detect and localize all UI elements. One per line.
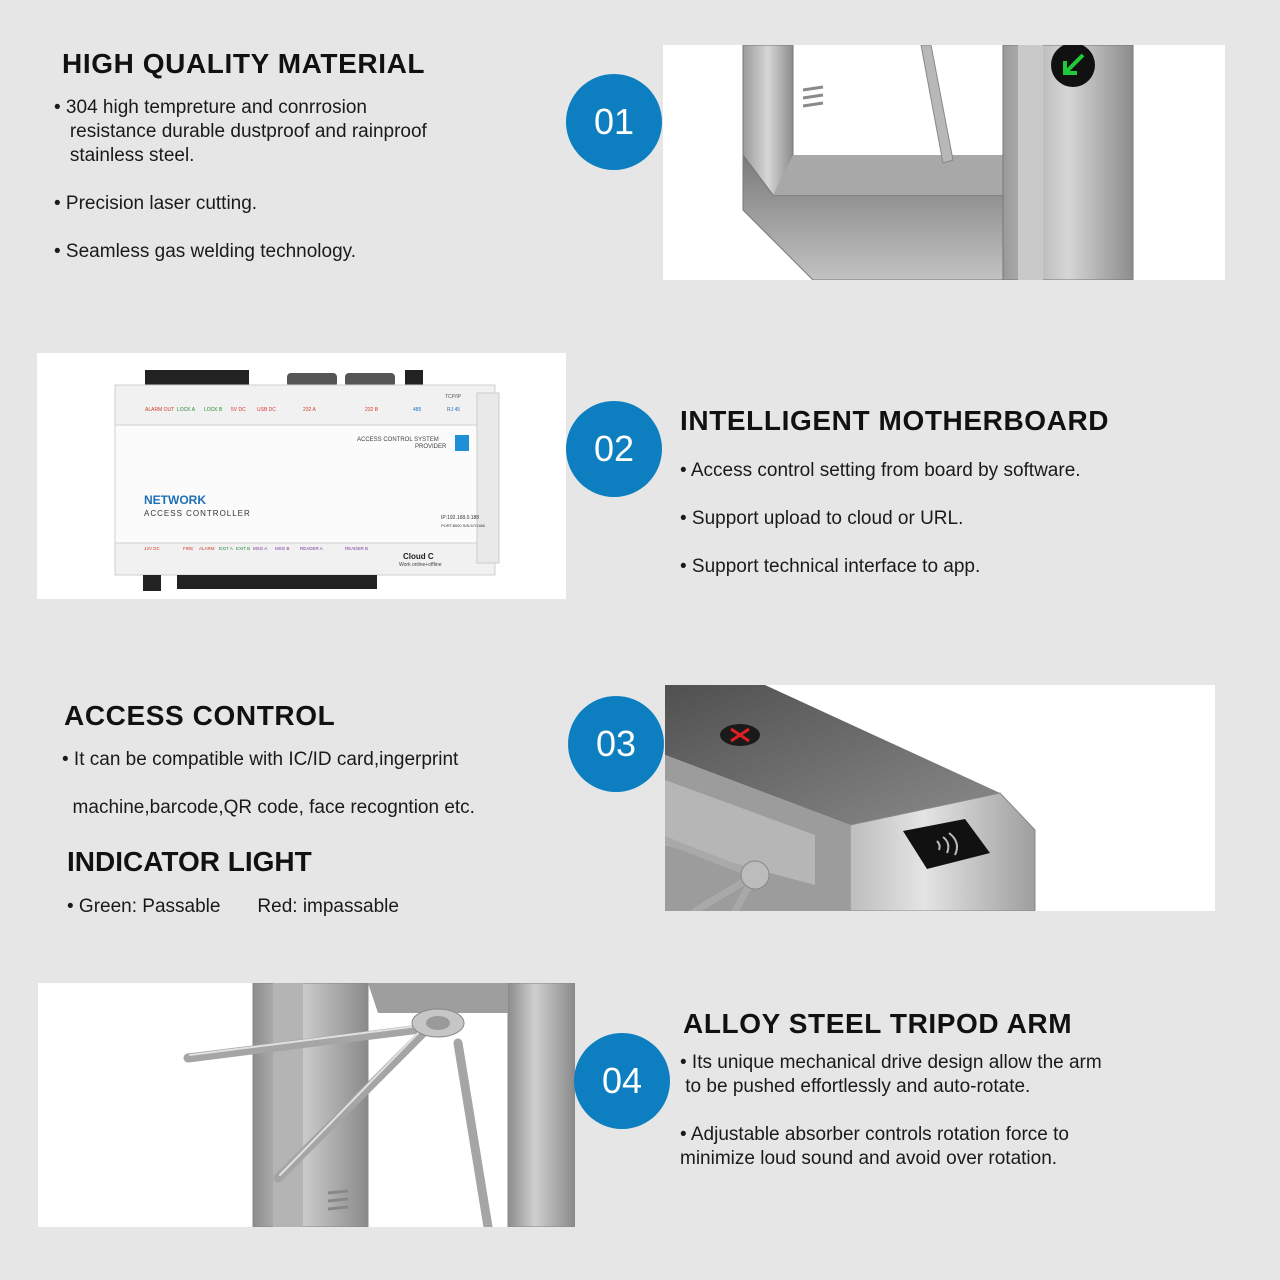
label-exit-a: EXIT A	[219, 546, 233, 551]
section-1-number-badge: 01	[566, 74, 662, 170]
turnstile-top-image	[665, 685, 1215, 911]
provider-logo-square	[455, 435, 469, 451]
turnstile-frame-photo	[663, 45, 1225, 280]
section-3-sub-bullets	[67, 895, 399, 943]
section-3-bullets	[62, 748, 475, 844]
turnstile-frame-image	[663, 45, 1225, 280]
section-3-bullet-1: • It can be compatible with IC/ID card,ingerprint	[62, 749, 459, 770]
section-2-bullet-3: • Support technical interface to app.	[680, 556, 981, 577]
tripod-arm-photo	[38, 983, 575, 1227]
controller-board-image	[37, 353, 566, 599]
label-alarm-out: ALARM OUT	[145, 407, 175, 413]
label-exit-b: EXIT B	[236, 546, 251, 551]
cloud-sub-label: Work online+offline	[399, 562, 442, 568]
section-4-title: ALLOY STEEL TRIPOD ARM	[683, 1008, 1073, 1039]
label-5v-dc: 5V DC	[231, 407, 246, 413]
label-rj45: RJ 45	[447, 407, 461, 413]
section-3-number-badge: 03	[568, 696, 664, 792]
label-reader-b: READER B	[345, 546, 369, 551]
turnstile-top-photo	[665, 685, 1215, 911]
section-2-bullet-2: • Support upload to cloud or URL.	[680, 508, 964, 529]
section-4-number-badge: 04	[574, 1033, 670, 1129]
section-2-bullet-1: • Access control setting from board by software.	[680, 460, 1081, 481]
controller-board-photo	[37, 353, 566, 599]
provider-line-1: ACCESS CONTROL SYSTEM	[357, 437, 439, 443]
section-3-subtitle: INDICATOR LIGHT	[67, 846, 312, 877]
section-1-title: HIGH QUALITY MATERIAL	[62, 48, 426, 79]
label-232a: 232 A	[303, 407, 316, 413]
section-3-indicator-bullet: • Green: Passable Red: impassable	[67, 896, 399, 917]
section-4-bullet-2: • Adjustable absorber controls rotation force to minimize loud sound and avoid over rotation.	[680, 1124, 1069, 1169]
label-fire: FIRE	[183, 546, 194, 551]
cloud-label: Cloud C	[403, 552, 434, 561]
label-reader-a: READER A	[300, 546, 323, 551]
label-alarm: ALARM	[199, 546, 215, 551]
section-4-bullets	[680, 1051, 1102, 1195]
section-3-bullet-2: machine,barcode,QR code, face recogntion etc.	[62, 797, 475, 818]
section-3-title: ACCESS CONTROL	[64, 700, 336, 731]
label-lock-a: LOCK A	[177, 407, 196, 413]
label-tcpip: TCP/IP	[445, 394, 462, 400]
section-1-bullet-3: • Seamless gas welding technology.	[54, 241, 357, 262]
label-12v-dc: 12V DC	[144, 546, 160, 551]
section-1-bullets	[54, 96, 427, 288]
section-2-bullets	[680, 459, 1081, 603]
ip-label: IP:192.168.0.188	[441, 515, 480, 521]
section-2-number-badge: 02	[566, 401, 662, 497]
brand-line-1: NETWORK	[144, 493, 206, 507]
section-2-title: INTELLIGENT MOTHERBOARD	[680, 405, 1110, 436]
section-1-bullet-2: • Precision laser cutting.	[54, 193, 258, 214]
section-1-bullet-1: • 304 high tempreture and conrrosion resistance durable dustproof and rainproof stainless steel.	[54, 97, 427, 166]
label-usb-dc: USB DC	[257, 407, 276, 413]
label-msg-a: MSG A	[253, 546, 268, 551]
tripod-arm-image	[38, 983, 575, 1227]
label-lock-b: LOCK B	[204, 407, 223, 413]
provider-line-2: PROVIDER	[415, 444, 447, 450]
label-485: 485	[413, 407, 422, 413]
brand-line-2: ACCESS CONTROLLER	[144, 509, 251, 518]
label-232b: 232 B	[365, 407, 379, 413]
section-4-bullet-1: • Its unique mechanical drive design allow the arm to be pushed effortlessly and auto-rotate.	[680, 1052, 1102, 1097]
port-label: PORT:8000 S/N:57G188	[441, 523, 485, 528]
label-msg-b: MSG B	[275, 546, 290, 551]
